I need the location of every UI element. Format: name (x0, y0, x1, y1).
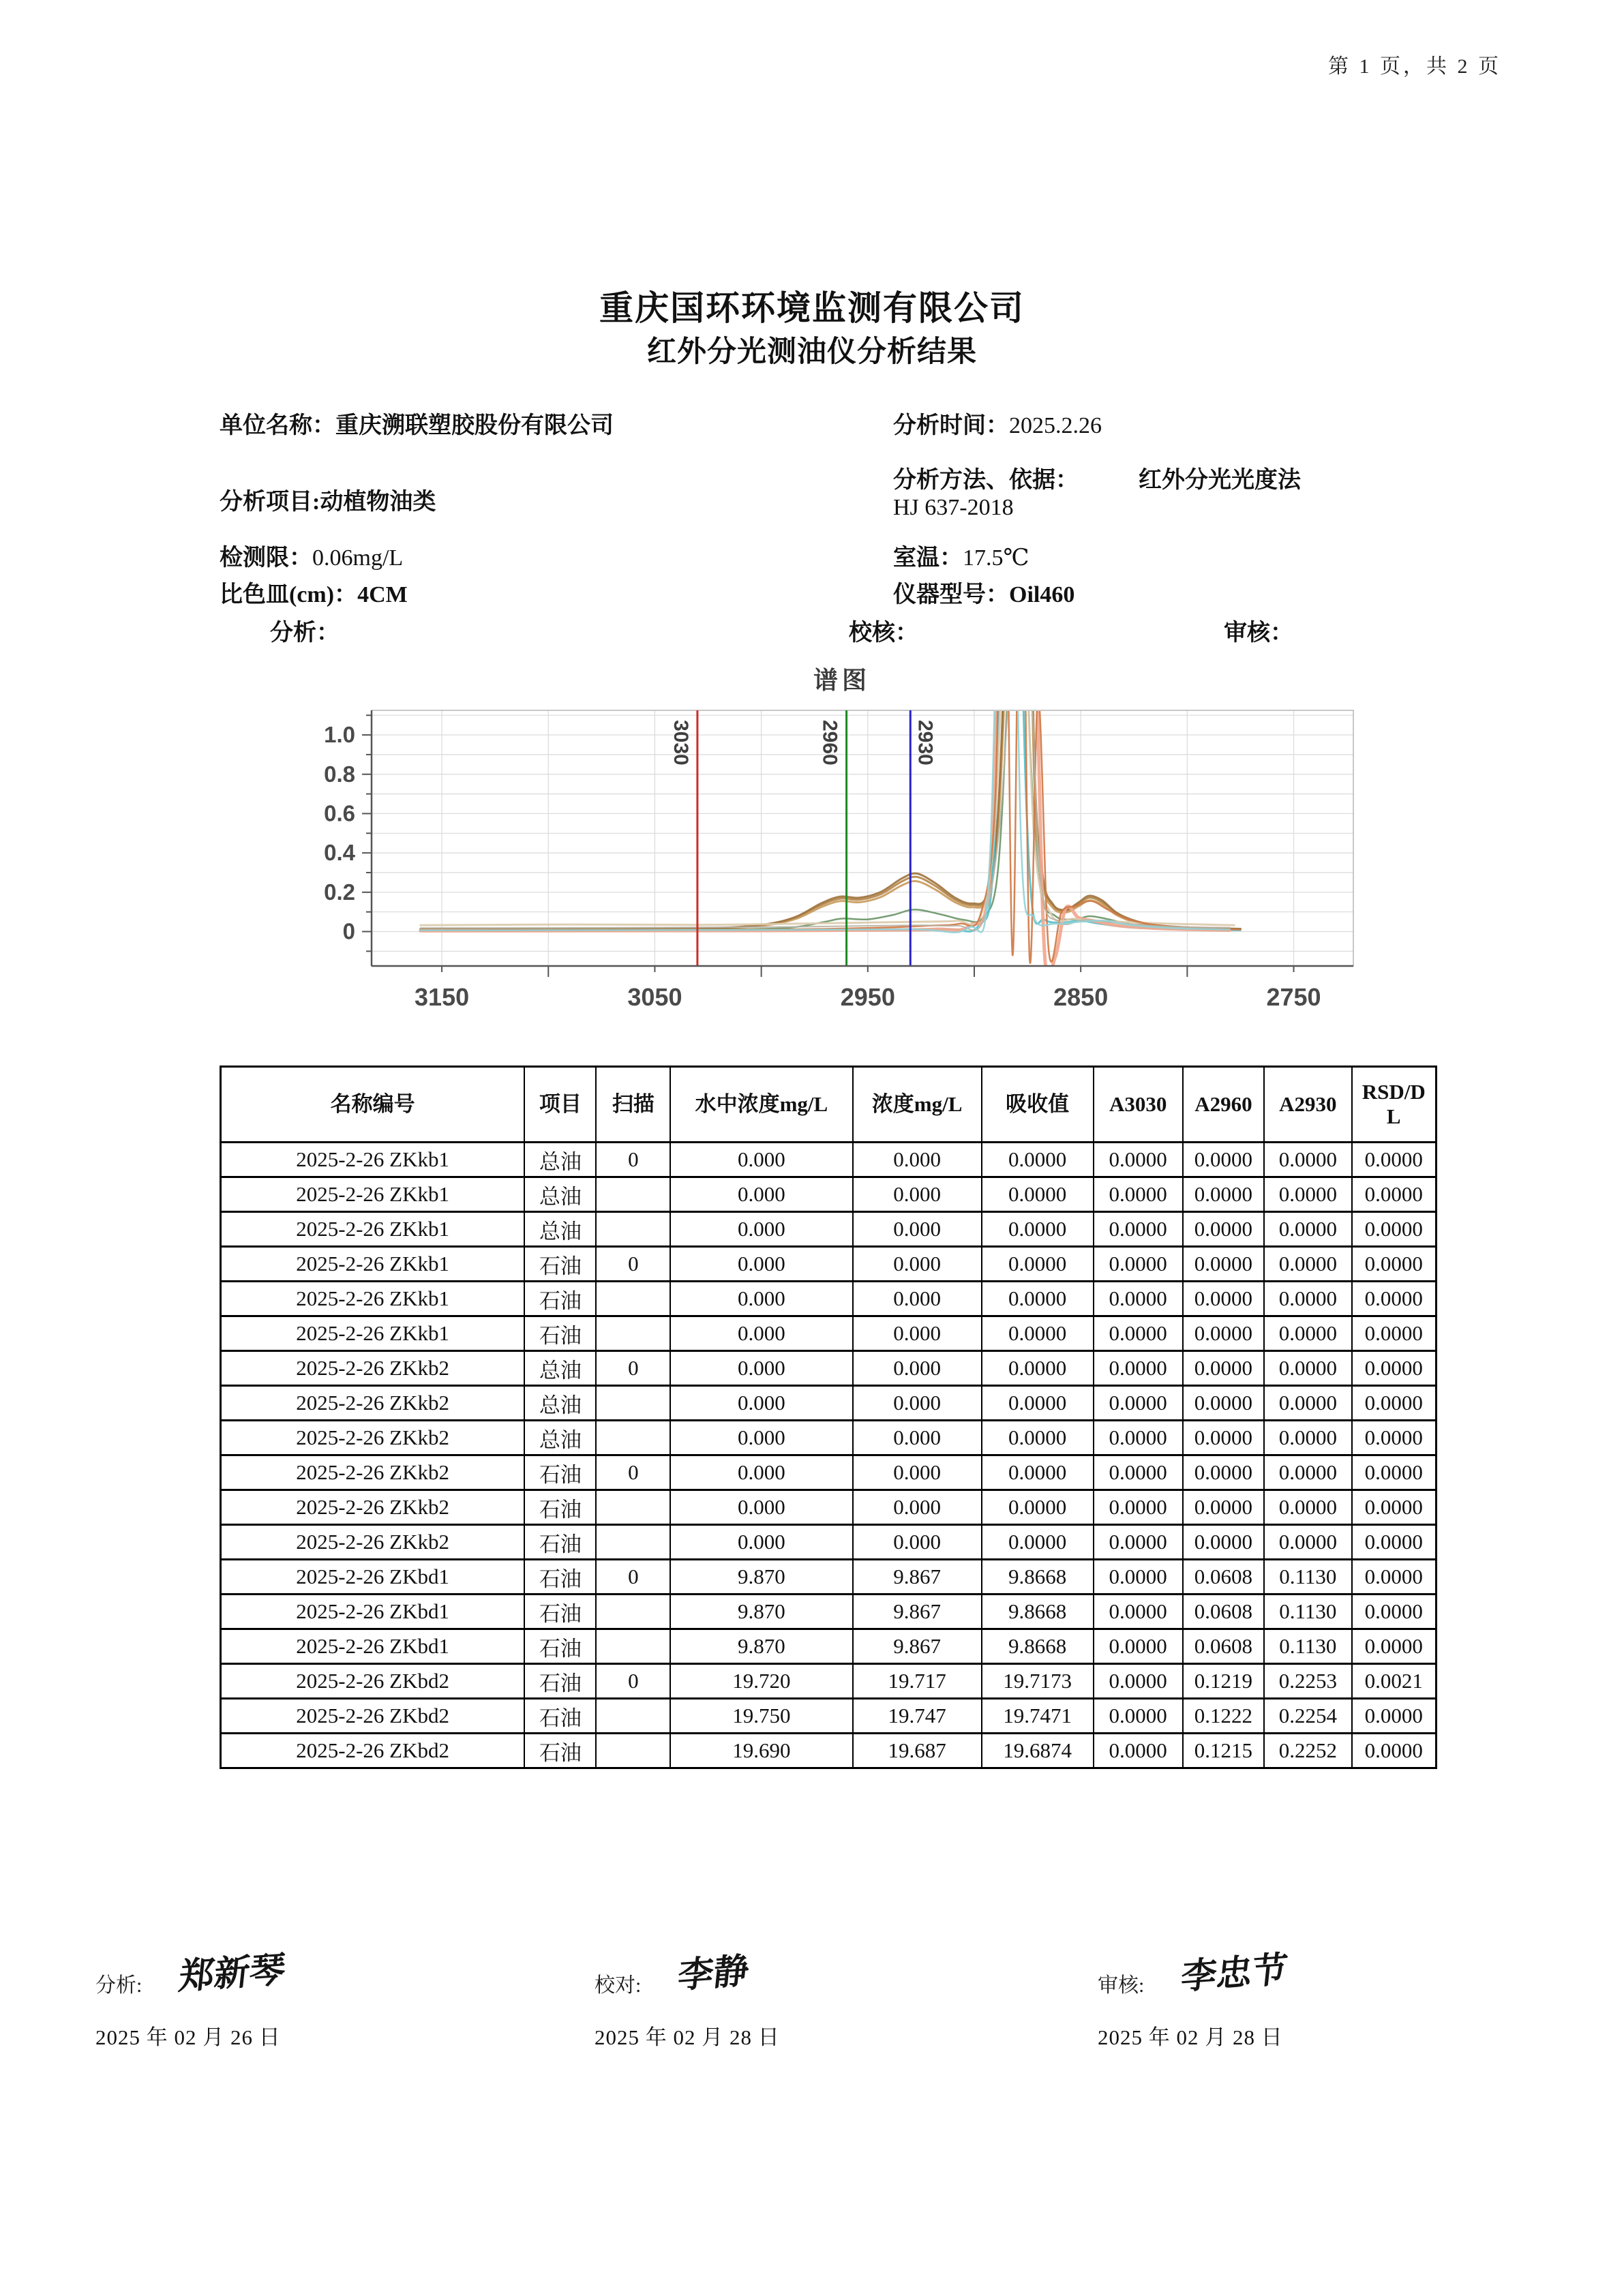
table-cell: 0.0000 (982, 1316, 1094, 1351)
table-cell: 0.000 (670, 1525, 852, 1560)
table-cell: 0.0000 (1264, 1143, 1351, 1177)
signature-label: 校对: (595, 1974, 642, 1997)
table-cell: 2025-2-26 ZKbd1 (221, 1629, 525, 1664)
analyst-label: 分析： (270, 620, 340, 646)
results-table (220, 1066, 1437, 1769)
table-cell: 0.000 (670, 1247, 852, 1282)
cuvette-label: 比色皿(cm)： (220, 582, 358, 607)
table-cell: 0.0000 (1183, 1212, 1264, 1247)
x-tick-label: 2750 (1266, 983, 1321, 1011)
table-cell: 19.7173 (982, 1664, 1094, 1699)
table-cell: 0.000 (853, 1490, 982, 1525)
table-cell: 2025-2-26 ZKkb2 (221, 1386, 525, 1421)
table-cell: 0.0000 (982, 1282, 1094, 1316)
table-cell: 石油 (524, 1595, 596, 1629)
table-cell: 0.000 (853, 1386, 982, 1421)
signature-date: 2025 年 02 月 28 日 (595, 2025, 780, 2049)
table-cell: 19.717 (853, 1664, 982, 1699)
table-cell: 0.0000 (1264, 1247, 1351, 1282)
y-tick-label: 0.2 (324, 879, 355, 905)
table-cell: 9.8668 (982, 1629, 1094, 1664)
table-cell: 0.0000 (1352, 1560, 1437, 1595)
cuvette-value: 4CM (357, 582, 408, 607)
column-header: 名称编号 (221, 1067, 525, 1143)
table-row (221, 1247, 1437, 1282)
y-tick-label: 0.8 (324, 761, 355, 787)
table-cell: 0.0000 (982, 1386, 1094, 1421)
company-title: 重庆国环环境监测有限公司 (599, 289, 1025, 327)
table-cell: 0 (596, 1247, 670, 1282)
table-cell: 2025-2-26 ZKkb1 (221, 1316, 525, 1351)
signature-block (595, 1951, 780, 2051)
table-cell: 0.0000 (982, 1490, 1094, 1525)
table-cell: 0.000 (670, 1455, 852, 1490)
table-cell: 0.000 (670, 1490, 852, 1525)
spectrum-band-3 (421, 656, 1241, 929)
table-cell: 19.690 (670, 1734, 852, 1768)
column-header: A2930 (1264, 1067, 1351, 1143)
table-row (221, 1455, 1437, 1490)
table-cell: 石油 (524, 1664, 596, 1699)
handwritten-signature: 李忠节 (1179, 1948, 1290, 1998)
analysis-method-row (893, 461, 1301, 494)
table-cell: 总油 (524, 1351, 596, 1386)
table-cell: 0.0000 (1352, 1386, 1437, 1421)
marker-label: 2930 (914, 720, 937, 766)
table-row (221, 1734, 1437, 1768)
table-cell: 9.867 (853, 1560, 982, 1595)
table-cell: 0.1222 (1183, 1699, 1264, 1734)
table-cell: 0.0000 (1264, 1212, 1351, 1247)
table-cell: 总油 (524, 1386, 596, 1421)
table-cell: 0.0000 (982, 1212, 1094, 1247)
table-cell: 0.0000 (1352, 1282, 1437, 1316)
spectrum-svg (286, 656, 1391, 1051)
spectrum-lighttan (421, 656, 1234, 925)
table-cell: 0.0000 (1094, 1525, 1183, 1560)
table-cell: 0.2254 (1264, 1699, 1351, 1734)
table-cell: 0.0000 (1094, 1351, 1183, 1386)
analysis-item-label: 分析项目: (220, 489, 320, 515)
signature-label: 分析: (95, 1974, 142, 1997)
table-cell: 石油 (524, 1247, 596, 1282)
table-cell: 0.000 (853, 1351, 982, 1386)
table-cell: 0.0000 (982, 1143, 1094, 1177)
table-cell: 0.0000 (1264, 1525, 1351, 1560)
table-cell: 0.0000 (1094, 1560, 1183, 1595)
table-cell: 0.000 (670, 1177, 852, 1212)
chart-title: 谱图 (813, 666, 871, 694)
y-tick-label: 0 (342, 918, 355, 944)
table-cell: 0.0608 (1183, 1560, 1264, 1595)
column-header: 项目 (524, 1067, 596, 1143)
report-subtitle: 红外分光测油仪分析结果 (647, 336, 977, 368)
column-header: 浓度mg/L (853, 1067, 982, 1143)
table-cell: 0.0000 (1183, 1351, 1264, 1386)
spectrum-band-1 (421, 656, 1241, 929)
table-cell (596, 1490, 670, 1525)
signature-label: 审核: (1098, 1974, 1145, 1997)
room-temp-label: 室温： (893, 545, 963, 571)
column-header: 吸收值 (982, 1067, 1094, 1143)
table-cell: 总油 (524, 1177, 596, 1212)
marker-label: 3030 (669, 720, 692, 766)
table-cell: 0.0000 (1352, 1247, 1437, 1282)
table-cell: 0.0000 (1094, 1490, 1183, 1525)
table-cell: 0.0000 (1183, 1143, 1264, 1177)
table-cell (596, 1629, 670, 1664)
table-cell: 0.0000 (1352, 1629, 1437, 1664)
table-cell: 2025-2-26 ZKbd1 (221, 1560, 525, 1595)
table-cell: 石油 (524, 1734, 596, 1768)
table-cell: 0.0000 (1264, 1421, 1351, 1455)
table-cell: 0.000 (853, 1282, 982, 1316)
unit-name-row (220, 406, 614, 440)
marker-label: 2960 (818, 720, 841, 766)
table-cell: 0.0000 (1094, 1595, 1183, 1629)
table-cell: 19.7471 (982, 1699, 1094, 1734)
table-cell: 0.0000 (1183, 1386, 1264, 1421)
table-cell (596, 1282, 670, 1316)
instrument-value: Oil460 (1009, 582, 1075, 607)
page-number: 第 1 页，共 2 页 (1328, 55, 1501, 78)
spectrum-chart (286, 656, 1391, 1051)
table-cell: 总油 (524, 1421, 596, 1455)
method-standard: HJ 637-2018 (893, 495, 1014, 520)
table-cell: 0 (596, 1143, 670, 1177)
table-cell: 0.000 (853, 1525, 982, 1560)
table-cell: 0.0000 (982, 1177, 1094, 1212)
table-cell: 0.0000 (1264, 1490, 1351, 1525)
table-cell: 0.0000 (982, 1247, 1094, 1282)
table-cell: 0.0000 (1094, 1699, 1183, 1734)
table-cell (596, 1525, 670, 1560)
table-cell: 2025-2-26 ZKbd1 (221, 1595, 525, 1629)
table-cell: 2025-2-26 ZKbd2 (221, 1664, 525, 1699)
table-cell: 0.000 (670, 1386, 852, 1421)
detection-limit-row (220, 539, 403, 572)
table-cell: 0.0000 (1183, 1455, 1264, 1490)
table-cell: 0.000 (853, 1212, 982, 1247)
table-cell: 0.0000 (1094, 1455, 1183, 1490)
table-cell: 0.0000 (982, 1351, 1094, 1386)
y-tick-label: 1.0 (324, 722, 355, 748)
table-cell: 9.867 (853, 1629, 982, 1664)
spectrum-orange (421, 656, 1241, 963)
table-cell: 石油 (524, 1455, 596, 1490)
table-cell: 0.000 (670, 1212, 852, 1247)
table-cell: 0 (596, 1455, 670, 1490)
table-cell: 0.0000 (1183, 1421, 1264, 1455)
table-cell: 石油 (524, 1525, 596, 1560)
table-row (221, 1177, 1437, 1212)
table-cell: 0.2252 (1264, 1734, 1351, 1768)
x-tick-label: 3150 (415, 983, 470, 1011)
table-cell: 0.0000 (1352, 1316, 1437, 1351)
table-cell: 0.0000 (1352, 1177, 1437, 1212)
y-tick-label: 0.4 (324, 840, 355, 866)
table-cell (596, 1734, 670, 1768)
signature-date: 2025 年 02 月 26 日 (95, 2025, 281, 2049)
analysis-method-label: 分析方法、依据： (893, 468, 1079, 493)
handwritten-signature: 李静 (676, 1950, 751, 1997)
table-row (221, 1143, 1437, 1177)
table-cell: 2025-2-26 ZKkb1 (221, 1212, 525, 1247)
column-header: A3030 (1094, 1067, 1183, 1143)
table-cell: 0.0000 (1352, 1595, 1437, 1629)
analysis-time-row (893, 406, 1102, 440)
table-row (221, 1664, 1437, 1699)
instrument-label: 仪器型号： (893, 582, 1009, 607)
table-cell: 2025-2-26 ZKbd2 (221, 1734, 525, 1768)
y-tick-label: 0.6 (324, 800, 355, 826)
table-cell: 9.867 (853, 1595, 982, 1629)
table-cell: 0.0000 (1094, 1629, 1183, 1664)
analysis-item-value: 动植物油类 (320, 489, 436, 515)
table-cell: 0.000 (853, 1143, 982, 1177)
table-cell: 19.687 (853, 1734, 982, 1768)
table-row (221, 1421, 1437, 1455)
table-cell (596, 1595, 670, 1629)
table-cell: 2025-2-26 ZKkb1 (221, 1282, 525, 1316)
table-cell: 0.1130 (1264, 1595, 1351, 1629)
table-cell: 0.000 (853, 1316, 982, 1351)
table-cell: 0.0000 (1183, 1525, 1264, 1560)
table-cell (596, 1316, 670, 1351)
table-cell: 0.0000 (1352, 1525, 1437, 1560)
spectrum-green (421, 656, 1241, 930)
table-cell: 0 (596, 1664, 670, 1699)
table-cell: 9.870 (670, 1629, 852, 1664)
table-cell: 0.0000 (1352, 1455, 1437, 1490)
table-cell: 0.0000 (1183, 1247, 1264, 1282)
table-cell: 0.0000 (1183, 1177, 1264, 1212)
table-cell (596, 1386, 670, 1421)
table-cell: 总油 (524, 1143, 596, 1177)
table-cell: 0.000 (670, 1421, 852, 1455)
table-cell: 0.0000 (1094, 1421, 1183, 1455)
signature-block (1098, 1948, 1290, 2051)
table-cell: 2025-2-26 ZKkb2 (221, 1525, 525, 1560)
signature-block (95, 1948, 288, 2051)
table-cell: 石油 (524, 1629, 596, 1664)
table-cell (596, 1421, 670, 1455)
table-cell: 0.0000 (1094, 1734, 1183, 1768)
table-cell: 0.0000 (1264, 1455, 1351, 1490)
table-cell: 0.1130 (1264, 1560, 1351, 1595)
detection-limit-value: 0.06mg/L (312, 545, 404, 571)
table-cell: 总油 (524, 1212, 596, 1247)
room-temp-value: 17.5℃ (963, 545, 1029, 571)
table-cell: 0.0000 (1352, 1421, 1437, 1455)
table-cell: 19.750 (670, 1699, 852, 1734)
table-cell: 0.000 (853, 1455, 982, 1490)
spectrum-gray (421, 656, 1230, 931)
table-cell: 0.000 (853, 1177, 982, 1212)
table-cell: 0.0000 (1183, 1316, 1264, 1351)
table-cell: 0.0000 (1094, 1212, 1183, 1247)
spectrum-band-2 (421, 656, 1241, 929)
table-row (221, 1490, 1437, 1525)
instrument-row (893, 575, 1074, 609)
x-tick-label: 2950 (840, 983, 895, 1011)
table-cell: 19.720 (670, 1664, 852, 1699)
table-cell: 石油 (524, 1560, 596, 1595)
table-cell: 0.0000 (1094, 1282, 1183, 1316)
table-cell: 0.0000 (1264, 1386, 1351, 1421)
table-cell: 2025-2-26 ZKkb2 (221, 1455, 525, 1490)
table-cell: 0.0000 (1094, 1247, 1183, 1282)
table-cell: 0.0000 (1094, 1177, 1183, 1212)
table-header-row (221, 1067, 1437, 1143)
table-cell (596, 1699, 670, 1734)
analysis-item-row (220, 483, 436, 516)
column-header: 水中浓度mg/L (670, 1067, 852, 1143)
table-cell: 2025-2-26 ZKkb2 (221, 1351, 525, 1386)
table-cell: 0.0000 (1352, 1699, 1437, 1734)
table-cell: 0.0000 (1352, 1143, 1437, 1177)
analysis-time-value: 2025.2.26 (1009, 413, 1102, 438)
table-cell: 0.0000 (1264, 1316, 1351, 1351)
table-cell (596, 1177, 670, 1212)
unit-name-value: 重庆溯联塑胶股份有限公司 (335, 413, 614, 438)
table-cell: 2025-2-26 ZKkb2 (221, 1490, 525, 1525)
table-cell: 石油 (524, 1699, 596, 1734)
table-cell: 0 (596, 1560, 670, 1595)
table-cell: 0.0000 (982, 1421, 1094, 1455)
table-row (221, 1316, 1437, 1351)
table-row (221, 1595, 1437, 1629)
cuvette-row (220, 575, 408, 609)
table-row (221, 1629, 1437, 1664)
table-cell: 0.000 (670, 1282, 852, 1316)
analysis-method-value: 红外分光光度法 (1139, 468, 1301, 493)
table-cell: 0.0000 (1183, 1490, 1264, 1525)
table-row (221, 1282, 1437, 1316)
table-cell: 9.870 (670, 1595, 852, 1629)
table-cell: 石油 (524, 1282, 596, 1316)
table-cell: 0.000 (853, 1421, 982, 1455)
table-cell: 0.0000 (982, 1455, 1094, 1490)
table-cell: 0.000 (670, 1316, 852, 1351)
table-cell: 0.0021 (1352, 1664, 1437, 1699)
table-cell: 9.870 (670, 1560, 852, 1595)
table-cell: 0.0000 (1264, 1282, 1351, 1316)
column-header: RSD/DL (1352, 1067, 1437, 1143)
table-cell: 0.000 (670, 1351, 852, 1386)
analysis-time-label: 分析时间： (893, 413, 1009, 438)
table-cell: 2025-2-26 ZKkb1 (221, 1177, 525, 1212)
table-cell: 19.6874 (982, 1734, 1094, 1768)
column-header: 扫描 (596, 1067, 670, 1143)
x-tick-label: 2850 (1053, 983, 1109, 1011)
table-cell: 9.8668 (982, 1560, 1094, 1595)
table-cell: 9.8668 (982, 1595, 1094, 1629)
table-cell: 0.1215 (1183, 1734, 1264, 1768)
room-temp-row (893, 539, 1029, 572)
x-tick-label: 3050 (627, 983, 682, 1011)
table-cell: 0.1130 (1264, 1629, 1351, 1664)
table-cell (596, 1212, 670, 1247)
table-cell: 0.0000 (1264, 1177, 1351, 1212)
table-cell: 0.0000 (982, 1525, 1094, 1560)
table-row (221, 1560, 1437, 1595)
table-cell: 2025-2-26 ZKkb1 (221, 1143, 525, 1177)
table-row (221, 1699, 1437, 1734)
table-cell: 0.0000 (1094, 1316, 1183, 1351)
table-cell: 19.747 (853, 1699, 982, 1734)
column-header: A2960 (1183, 1067, 1264, 1143)
table-cell: 0.0608 (1183, 1595, 1264, 1629)
table-row (221, 1351, 1437, 1386)
table-cell: 0.0000 (1352, 1734, 1437, 1768)
table-row (221, 1386, 1437, 1421)
table-cell: 0 (596, 1351, 670, 1386)
unit-name-label: 单位名称： (220, 413, 335, 438)
table-cell: 0.0000 (1352, 1490, 1437, 1525)
table-cell: 0.0000 (1264, 1351, 1351, 1386)
table-cell: 0.000 (670, 1143, 852, 1177)
table-cell: 0.0608 (1183, 1629, 1264, 1664)
handwritten-signature: 郑新琴 (177, 1948, 288, 1998)
table-cell: 石油 (524, 1316, 596, 1351)
table-cell: 0.0000 (1094, 1386, 1183, 1421)
signature-date: 2025 年 02 月 28 日 (1098, 2025, 1283, 2049)
table-cell: 2025-2-26 ZKbd2 (221, 1699, 525, 1734)
detection-limit-label: 检测限： (220, 545, 312, 571)
table-cell: 石油 (524, 1490, 596, 1525)
table-cell: 2025-2-26 ZKkb1 (221, 1247, 525, 1282)
checker-label: 校核： (849, 620, 918, 646)
table-cell: 2025-2-26 ZKkb2 (221, 1421, 525, 1455)
table-row (221, 1212, 1437, 1247)
table-cell: 0.0000 (1183, 1282, 1264, 1316)
table-cell: 0.0000 (1094, 1664, 1183, 1699)
table-cell: 0.2253 (1264, 1664, 1351, 1699)
table-row (221, 1525, 1437, 1560)
table-cell: 0.0000 (1352, 1351, 1437, 1386)
table-cell: 0.1219 (1183, 1664, 1264, 1699)
table-cell: 0.000 (853, 1247, 982, 1282)
table-cell: 0.0000 (1094, 1143, 1183, 1177)
table-cell: 0.0000 (1352, 1212, 1437, 1247)
reviewer-label: 审核： (1224, 620, 1293, 646)
